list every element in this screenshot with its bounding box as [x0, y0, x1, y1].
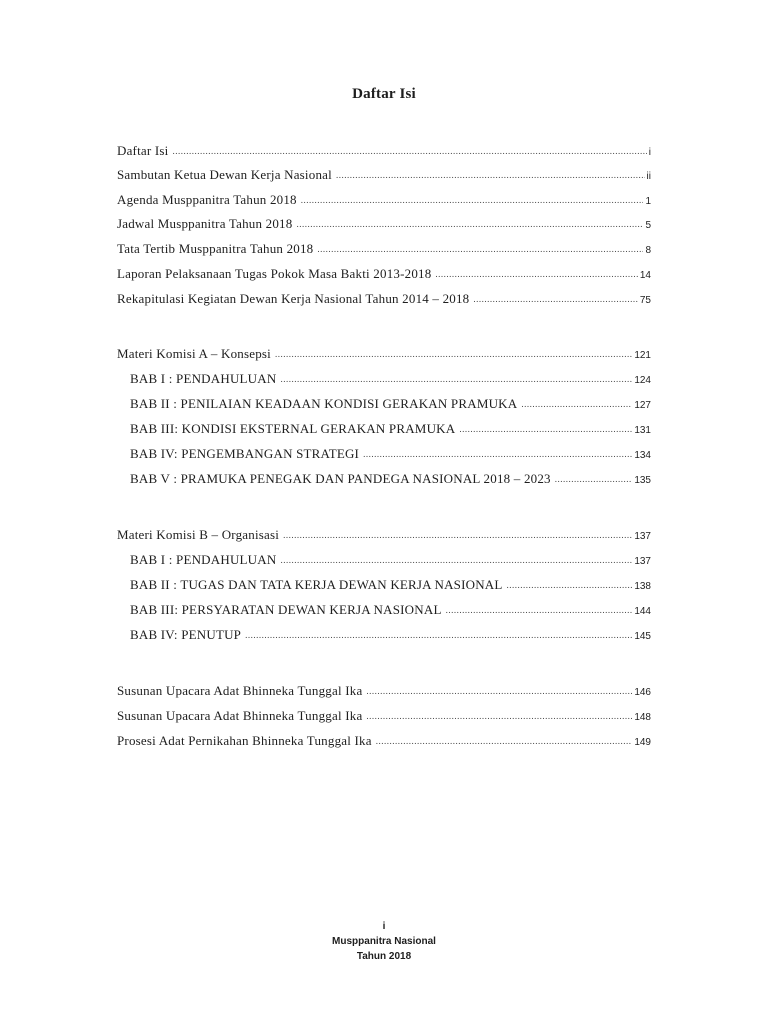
toc-entry-page: 124	[634, 375, 651, 386]
dot-leader	[473, 294, 638, 304]
toc-entry-komisi-a[interactable]	[117, 346, 651, 366]
dot-leader	[435, 269, 637, 279]
toc-entry-label: BAB III: KONDISI EKSTERNAL GERAKAN PRAMUKA	[130, 421, 456, 436]
dot-leader	[459, 424, 632, 434]
toc-entry-prosesi[interactable]	[117, 733, 651, 753]
toc-entry-a-bab-3[interactable]	[130, 421, 651, 441]
toc-entry-page: 14	[639, 270, 651, 281]
toc-entry-daftar-isi[interactable]	[117, 143, 651, 163]
toc-entry-page: 131	[634, 425, 651, 436]
page-title: Daftar Isi	[352, 86, 416, 102]
footer-line-2: Tahun 2018	[356, 951, 412, 962]
toc-entry-page: 134	[634, 450, 651, 461]
toc-entry-upacara-1[interactable]	[117, 683, 651, 703]
toc-entry-page: 8	[645, 245, 651, 256]
toc-entry-jadwal[interactable]	[117, 216, 651, 236]
toc-entry-label: Sambutan Ketua Dewan Kerja Nasional	[117, 167, 332, 182]
toc-entry-label: BAB II : PENILAIAN KEADAAN KONDISI GERAKAN PRAMUKA	[130, 396, 518, 411]
toc-entry-b-bab-3[interactable]	[130, 602, 651, 622]
toc-entry-label: Agenda Musppanitra Tahun 2018	[117, 192, 297, 207]
toc-entry-label: Daftar Isi	[117, 143, 169, 158]
toc-entry-page: 121	[634, 350, 651, 361]
dot-leader	[366, 711, 632, 721]
dot-leader	[296, 219, 643, 229]
toc-entry-label: Tata Tertib Musppanitra Tahun 2018	[117, 241, 314, 256]
toc-entry-a-bab-5[interactable]	[130, 471, 651, 491]
toc-entry-label: Susunan Upacara Adat Bhinneka Tunggal Ika	[117, 708, 363, 723]
footer-line-1: Musppanitra Nasional	[332, 936, 436, 947]
toc-entry-label: Materi Komisi A – Konsepsi	[117, 346, 271, 361]
dot-leader	[507, 580, 633, 590]
dot-leader	[366, 686, 632, 696]
toc-entry-label: BAB III: PERSYARATAN DEWAN KERJA NASIONAL	[130, 602, 442, 617]
toc-entry-page: 149	[634, 737, 651, 748]
toc-entry-a-bab-1[interactable]	[130, 371, 651, 391]
toc-entry-page: 135	[634, 475, 651, 486]
dot-leader	[336, 170, 645, 180]
toc-entry-page: i	[648, 147, 651, 158]
toc-entry-sambutan[interactable]	[117, 167, 651, 187]
toc-entry-page: 146	[634, 687, 651, 698]
dot-leader	[283, 530, 632, 540]
toc-entry-label: Rekapitulasi Kegiatan Dewan Kerja Nasional Tahun 2014 – 2018	[117, 291, 470, 306]
toc-entry-b-bab-1[interactable]	[130, 552, 651, 572]
toc-entry-page: 138	[634, 581, 651, 592]
toc-entry-page: 127	[634, 400, 651, 411]
toc-entry-label: Susunan Upacara Adat Bhinneka Tunggal Ika	[117, 683, 363, 698]
toc-entry-agenda[interactable]	[117, 192, 651, 212]
toc-entry-a-bab-2[interactable]	[130, 396, 651, 416]
dot-leader	[317, 244, 643, 254]
toc-entry-a-bab-4[interactable]	[130, 446, 651, 466]
dot-leader	[555, 474, 633, 484]
dot-leader	[172, 146, 646, 156]
toc-entry-label: Materi Komisi B – Organisasi	[117, 527, 280, 542]
toc-entry-komisi-b[interactable]	[117, 527, 651, 547]
dot-leader	[363, 449, 632, 459]
toc-entry-label: Jadwal Musppanitra Tahun 2018	[117, 216, 293, 231]
toc-entry-label: BAB I : PENDAHULUAN	[130, 552, 277, 567]
toc-entry-page: 145	[634, 631, 651, 642]
toc-entry-label: BAB V : PRAMUKA PENEGAK DAN PANDEGA NASIONAL 2018 – 2023	[130, 471, 551, 486]
toc-entry-label: BAB IV: PENGEMBANGAN STRATEGI	[130, 446, 360, 461]
toc-entry-page: ii	[646, 171, 651, 182]
toc-entry-page: 148	[634, 712, 651, 723]
toc-entry-page: 75	[639, 295, 651, 306]
toc-entry-laporan[interactable]	[117, 266, 651, 286]
toc-entry-page: 5	[645, 220, 651, 231]
dot-leader	[275, 349, 632, 359]
toc-entry-label: Laporan Pelaksanaan Tugas Pokok Masa Bakti 2013-2018	[117, 266, 432, 281]
toc-entry-page: 137	[634, 556, 651, 567]
toc-entry-label: BAB II : TUGAS DAN TATA KERJA DEWAN KERJA NASIONAL	[130, 577, 503, 592]
toc-entry-page: 144	[634, 606, 651, 617]
dot-leader	[301, 195, 644, 205]
toc-entry-label: BAB I : PENDAHULUAN	[130, 371, 277, 386]
toc-entry-page: 1	[645, 196, 651, 207]
toc-entry-b-bab-4[interactable]	[130, 627, 651, 647]
toc-entry-rekapitulasi[interactable]	[117, 291, 651, 311]
footer-page-number: i	[382, 921, 386, 932]
toc-entry-tata-tertib[interactable]	[117, 241, 651, 261]
dot-leader	[280, 555, 632, 565]
dot-leader	[280, 374, 632, 384]
dot-leader	[245, 630, 632, 640]
toc-entry-b-bab-2[interactable]	[130, 577, 651, 597]
dot-leader	[376, 736, 633, 746]
dot-leader	[446, 605, 633, 615]
dot-leader	[521, 399, 632, 409]
toc-entry-page: 137	[634, 531, 651, 542]
toc-entry-label: Prosesi Adat Pernikahan Bhinneka Tunggal Ika	[117, 733, 372, 748]
toc-entry-upacara-2[interactable]	[117, 708, 651, 728]
toc-entry-label: BAB IV: PENUTUP	[130, 627, 242, 642]
